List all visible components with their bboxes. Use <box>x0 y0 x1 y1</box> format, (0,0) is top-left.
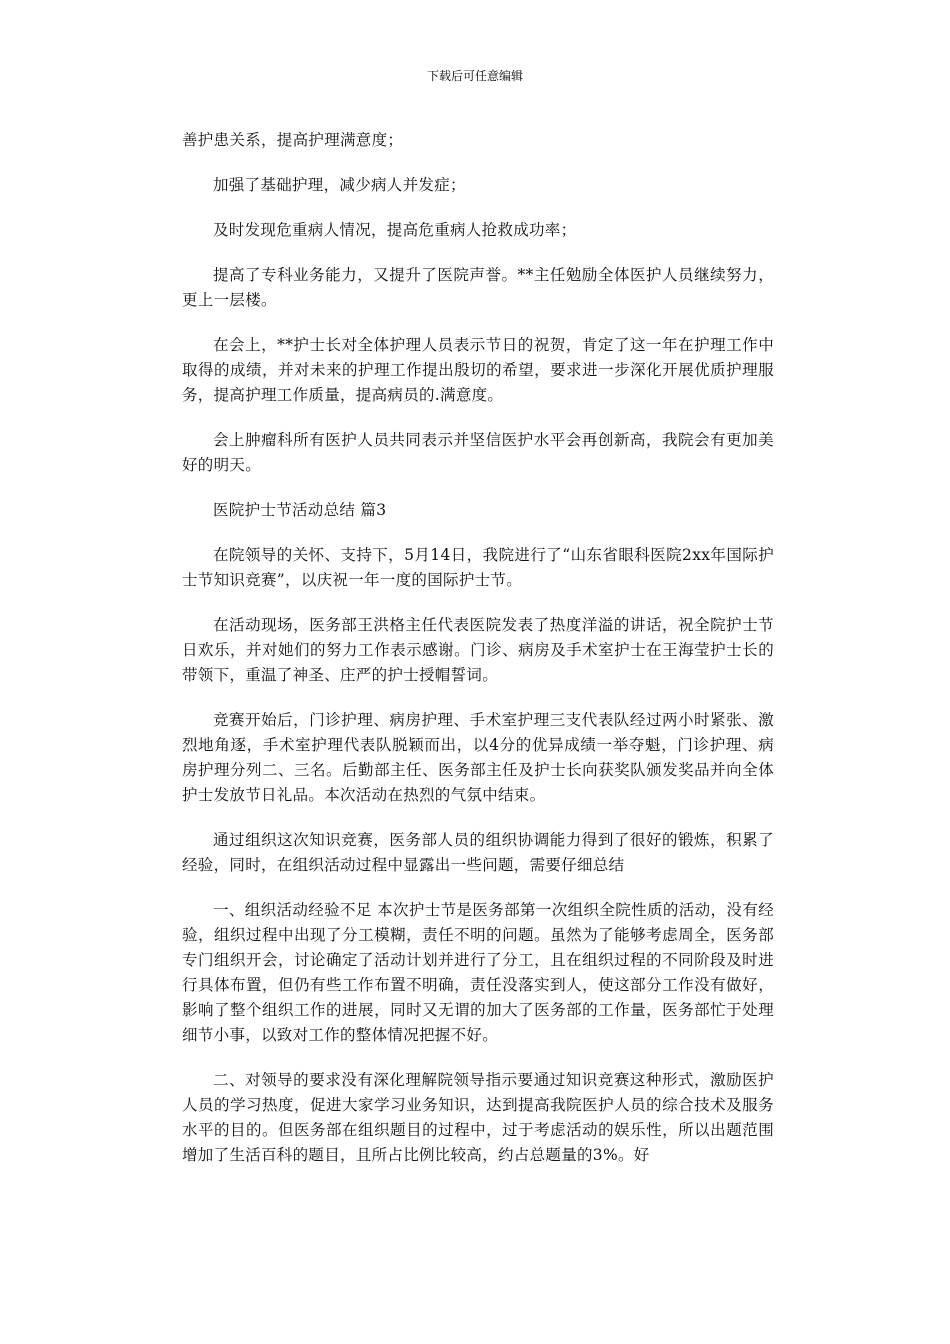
document-body <box>182 128 774 1188</box>
paragraph-9: 在活动现场，医务部王洪格主任代表医院发表了热度洋溢的讲话，祝全院护士节日欢乐，并对她们的努力工作表示感谢。门诊、病房及手术室护士在王海莹护士长的带领下，重温了神圣、庄严的护士授帽誓词。 <box>182 616 774 684</box>
section-heading: 医院护士节活动总结 篇3 <box>213 501 387 519</box>
paragraph-4: 提高了专科业务能力，又提升了医院声誉。**主任勉励全体医护人员继续努力，更上一层楼。 <box>182 266 774 309</box>
paragraph-5: 在会上，**护士长对全体护理人员表示节日的祝贺，肯定了这一年在护理工作中取得的成绩，并对未来的护理工作提出殷切的希望，要求进一步深化开展优质护理服务，提高护理工作质量，提高病员的.满意度。 <box>182 336 774 404</box>
paragraph-3: 及时发现危重病人情况，提高危重病人抢救成功率； <box>213 221 577 239</box>
paragraph-8: 在院领导的关怀、支持下，5月14日，我院进行了“山东省眼科医院2xx年国际护士节知识竞赛”，以庆祝一年一度的国际护士节。 <box>182 546 774 589</box>
page-header-note: 下载后可任意编辑 <box>426 69 523 83</box>
paragraph-1: 善护患关系，提高护理满意度； <box>182 131 404 149</box>
paragraph-12: 一、组织活动经验不足 本次护士节是医务部第一次组织全院性质的活动，没有经验，组织过程中出现了分工模糊，责任不明的问题。虽然为了能够考虑周全，医务部专门组织开会，讨论确定了活动计划并进行了分工，且在组织过程的不同阶段及时进行具体布置，但仍有些工作布置不明确，责任没落实到人，使这部分工作没有做好，影响了整个组织工作的进展，同时又无谓的加大了医务部的工作量，医务部忙于处理细节小事，以致对工作的整体情况把握不好。 <box>182 901 774 1044</box>
paragraph-10: 竞赛开始后，门诊护理、病房护理、手术室护理三支代表队经过两小时紧张、激烈地角逐，手术室护理代表队脱颖而出，以4分的优异成绩一举夺魁，门诊护理、病房护理分列二、三名。后勤部主任、医务部主任及护士长向获奖队颁发奖品并向全体护士发放节日礼品。本次活动在热烈的气氛中结束。 <box>182 711 774 804</box>
paragraph-13: 二、对领导的要求没有深化理解院领导指示要通过知识竞赛这种形式，激励医护人员的学习热度，促进大家学习业务知识，达到提高我院医护人员的综合技术及服务水平的目的。但医务部在组织题目的过程中，过于考虑活动的娱乐性，所以出题范围增加了生活百科的题目，且所占比例比较高，约占总题量的3%。好 <box>182 1071 774 1164</box>
paragraph-2: 加强了基础护理，减少病人并发症； <box>213 176 466 194</box>
paragraph-6: 会上肿瘤科所有医护人员共同表示并坚信医护水平会再创新高，我院会有更加美好的明天。 <box>182 431 774 474</box>
paragraph-11: 通过组织这次知识竞赛，医务部人员的组织协调能力得到了很好的锻炼，积累了经验，同时，在组织活动过程中显露出一些问题，需要仔细总结 <box>182 831 774 874</box>
